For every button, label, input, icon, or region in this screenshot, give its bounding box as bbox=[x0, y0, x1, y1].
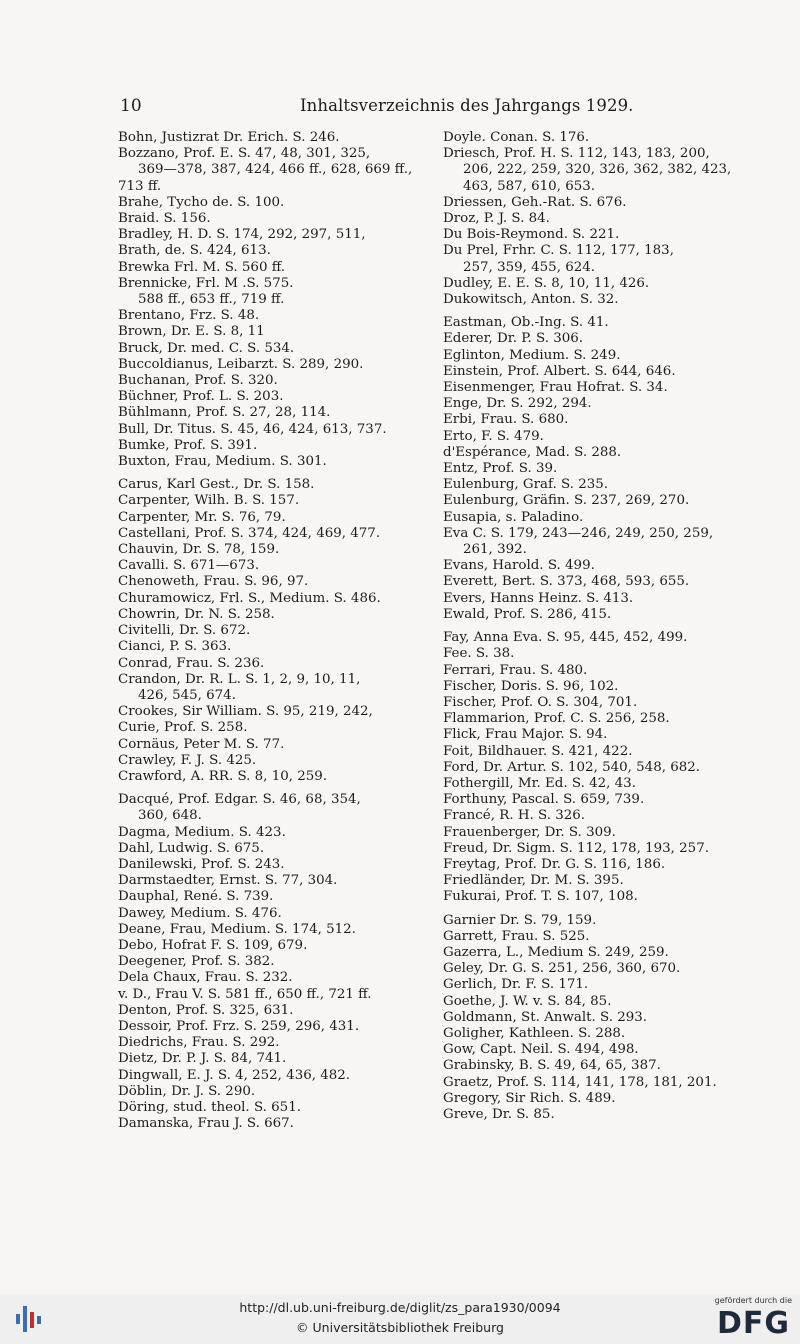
index-entry-text: d'Espérance, Mad. S. 288. bbox=[443, 444, 622, 460]
index-entry-text: Curie, Prof. S. 258. bbox=[118, 720, 248, 736]
index-entry-text: Friedländer, Dr. M. S. 395. bbox=[443, 873, 624, 889]
index-entry-text: Everett, Bert. S. 373, 468, 593, 655. bbox=[443, 574, 690, 590]
index-entry bbox=[118, 704, 430, 720]
dfg-caption: gefördert durch die bbox=[714, 1296, 792, 1305]
index-entry-text: Döring, stud. theol. S. 651. bbox=[118, 1099, 301, 1115]
index-entry bbox=[443, 558, 748, 574]
index-entry-text: Doyle. Conan. S. 176. bbox=[443, 130, 590, 145]
index-entry bbox=[443, 1042, 748, 1058]
index-entry-text: Carus, Karl Gest., Dr. S. 158. bbox=[118, 477, 315, 493]
index-entry-text: Goethe, J. W. v. S. 84, 85. bbox=[443, 993, 612, 1009]
index-entry bbox=[118, 260, 430, 276]
copyright-notice: © Universitätsbibliothek Freiburg bbox=[296, 1320, 504, 1335]
index-entry-text: 463, 587, 610, 653. bbox=[463, 178, 596, 194]
index-entry bbox=[118, 454, 430, 470]
index-entry bbox=[118, 324, 430, 340]
index-entry-continuation: 360, 648. bbox=[138, 808, 202, 824]
index-entry bbox=[443, 477, 748, 493]
index-entry bbox=[443, 526, 748, 558]
index-entry bbox=[118, 542, 430, 558]
index-entry bbox=[118, 389, 430, 405]
index-entry bbox=[443, 663, 748, 679]
index-entry-continuation: 369—378, 387, 424, 466 ff., 628, 669 ff., bbox=[138, 162, 413, 178]
index-entry bbox=[443, 396, 748, 412]
index-entry bbox=[443, 945, 748, 961]
index-entry bbox=[443, 412, 748, 428]
index-entry-text: Brennicke, Frl. M .S. 575. bbox=[118, 275, 294, 291]
index-entry bbox=[443, 630, 748, 646]
index-entry-text: Grabinsky, B. S. 49, 64, 65, 387. bbox=[443, 1058, 661, 1074]
index-entry bbox=[443, 727, 748, 743]
index-entry-text: Crawford, A. RR. S. 8, 10, 259. bbox=[118, 768, 328, 784]
index-entry-text: Dauphal, René. S. 739. bbox=[118, 889, 274, 905]
index-entry-text: Erbi, Frau. S. 680. bbox=[443, 412, 569, 428]
index-entry-text: Freud, Dr. Sigm. S. 112, 178, 193, 257. bbox=[443, 840, 709, 856]
section-gap bbox=[118, 470, 430, 477]
index-entry bbox=[443, 1091, 748, 1107]
index-column-right bbox=[443, 130, 748, 1123]
index-entry-text: Flick, Frau Major. S. 94. bbox=[443, 727, 608, 743]
index-entry bbox=[443, 292, 748, 308]
index-entry-text: Brewka Frl. M. S. 560 ff. bbox=[118, 259, 286, 275]
index-entry bbox=[118, 1051, 430, 1067]
index-entry-text: Du Prel, Frhr. C. S. 112, 177, 183, bbox=[443, 243, 674, 259]
index-entry bbox=[118, 737, 430, 753]
index-entry bbox=[443, 445, 748, 461]
index-entry bbox=[443, 929, 748, 945]
index-entry bbox=[118, 477, 430, 493]
index-entry bbox=[118, 146, 430, 178]
index-entry-text: Francé, R. H. S. 326. bbox=[443, 808, 586, 824]
index-entry bbox=[118, 1019, 430, 1035]
index-entry bbox=[443, 1010, 748, 1026]
index-entry bbox=[443, 364, 748, 380]
index-entry bbox=[118, 405, 430, 421]
index-entry bbox=[443, 1107, 748, 1123]
index-entry-text: Dela Chaux, Frau. S. 232. bbox=[118, 970, 293, 986]
index-entry bbox=[118, 227, 430, 243]
index-entry bbox=[118, 1084, 430, 1100]
index-entry-text: Eastman, Ob.-Ing. S. 41. bbox=[443, 315, 609, 331]
index-entry bbox=[118, 720, 430, 736]
index-entry bbox=[443, 348, 748, 364]
index-entry bbox=[118, 792, 430, 824]
index-entry-text: Dingwall, E. J. S. 4, 252, 436, 482. bbox=[118, 1067, 351, 1083]
index-entry-text: Forthuny, Pascal. S. 659, 739. bbox=[443, 792, 645, 808]
index-entry bbox=[118, 922, 430, 938]
index-entry-text: Dahl, Ludwig. S. 675. bbox=[118, 840, 265, 856]
index-entry-text: Eglinton, Medium. S. 249. bbox=[443, 347, 621, 363]
index-entry bbox=[118, 243, 430, 259]
index-entry-text: Eva C. S. 179, 243—246, 249, 250, 259, bbox=[443, 525, 714, 541]
index-entry-text: Driessen, Geh.-Rat. S. 676. bbox=[443, 194, 627, 210]
index-entry-text: Deegener, Prof. S. 382. bbox=[118, 954, 275, 970]
index-column-left bbox=[118, 130, 430, 1132]
index-entry bbox=[118, 607, 430, 623]
index-entry-text: Denton, Prof. S. 325, 631. bbox=[118, 1002, 294, 1018]
index-entry-text: Dessoir, Prof. Frz. S. 259, 296, 431. bbox=[118, 1018, 360, 1034]
index-entry-text: Buchanan, Prof. S. 320. bbox=[118, 373, 278, 389]
index-entry bbox=[118, 591, 430, 607]
index-entry bbox=[443, 889, 748, 905]
index-entry bbox=[118, 906, 430, 922]
index-entry bbox=[118, 672, 430, 704]
index-entry-text: Eusapia, s. Paladino. bbox=[443, 509, 584, 525]
index-entry-text: Ford, Dr. Artur. S. 102, 540, 548, 682. bbox=[443, 759, 701, 775]
index-entry-text: Braid. S. 156. bbox=[118, 211, 211, 227]
index-entry bbox=[443, 857, 748, 873]
index-entry-text: Dukowitsch, Anton. S. 32. bbox=[443, 292, 619, 308]
index-entry bbox=[118, 574, 430, 590]
index-entry-text: Carpenter, Mr. S. 76, 79. bbox=[118, 509, 286, 525]
index-entry bbox=[443, 977, 748, 993]
index-entry-text: Churamowicz, Frl. S., Medium. S. 486. bbox=[118, 590, 381, 606]
index-entry bbox=[443, 792, 748, 808]
index-entry bbox=[443, 776, 748, 792]
index-entry-text: Bruck, Dr. med. C. S. 534. bbox=[118, 340, 295, 356]
index-entry-text: Dagma, Medium. S. 423. bbox=[118, 824, 286, 840]
footer-bar bbox=[0, 1294, 800, 1344]
index-entry-text: Brown, Dr. E. S. 8, 11 bbox=[118, 324, 265, 340]
index-entry bbox=[118, 493, 430, 509]
index-entry-text: Chauvin, Dr. S. 78, 159. bbox=[118, 542, 280, 558]
index-entry-text: Droz, P. J. S. 84. bbox=[443, 211, 550, 227]
index-entry-text: Debo, Hofrat F. S. 109, 679. bbox=[118, 937, 308, 953]
index-entry-continuation: 257, 359, 455, 624. bbox=[463, 259, 596, 275]
index-entry-text: Dawey, Medium. S. 476. bbox=[118, 905, 282, 921]
index-entry-continuation: 206, 222, 259, 320, 326, 362, 382, 423, bbox=[463, 162, 732, 178]
index-entry bbox=[118, 558, 430, 574]
index-entry-text: Geley, Dr. G. S. 251, 256, 360, 670. bbox=[443, 961, 681, 977]
page-number: 10 bbox=[120, 96, 142, 116]
index-entry-text: Chowrin, Dr. N. S. 258. bbox=[118, 606, 275, 622]
index-entry bbox=[443, 429, 748, 445]
index-entry-text: Fothergill, Mr. Ed. S. 42, 43. bbox=[443, 775, 636, 791]
index-entry bbox=[118, 130, 430, 146]
index-entry-text: Crookes, Sir William. S. 95, 219, 242, bbox=[118, 704, 373, 720]
index-entry bbox=[443, 711, 748, 727]
index-entry-text: Chenoweth, Frau. S. 96, 97. bbox=[118, 574, 309, 590]
index-entry-continuation: 588 ff., 653 ff., 719 ff. bbox=[138, 292, 285, 308]
index-entry bbox=[443, 211, 748, 227]
index-entry-text: Bumke, Prof. S. 391. bbox=[118, 437, 258, 453]
index-entry-text: Danilewski, Prof. S. 243. bbox=[118, 856, 285, 872]
index-entry bbox=[443, 227, 748, 243]
index-entry bbox=[118, 987, 430, 1003]
index-entry bbox=[443, 510, 748, 526]
index-entry-text: Buccoldianus, Leibarzt. S. 289, 290. bbox=[118, 356, 364, 372]
index-entry-text: Frauenberger, Dr. S. 309. bbox=[443, 824, 616, 840]
index-entry-text: Ferrari, Frau. S. 480. bbox=[443, 662, 588, 678]
index-entry bbox=[443, 744, 748, 760]
index-entry bbox=[443, 276, 748, 292]
index-entry-text: Fischer, Prof. O. S. 304, 701. bbox=[443, 694, 638, 710]
index-entry-text: Bradley, H. D. S. 174, 292, 297, 511, bbox=[118, 227, 366, 243]
index-entry-text: Fay, Anna Eva. S. 95, 445, 452, 499. bbox=[443, 630, 688, 646]
index-entry bbox=[118, 373, 430, 389]
index-entry bbox=[118, 211, 430, 227]
index-entry bbox=[118, 954, 430, 970]
index-entry bbox=[118, 308, 430, 324]
index-entry-text: Crandon, Dr. R. L. S. 1, 2, 9, 10, 11, bbox=[118, 671, 361, 687]
index-entry bbox=[443, 825, 748, 841]
index-entry-text: Ewald, Prof. S. 286, 415. bbox=[443, 606, 612, 622]
index-entry bbox=[118, 623, 430, 639]
index-entry-text: Buxton, Frau, Medium. S. 301. bbox=[118, 454, 327, 470]
index-entry-text: Evers, Hanns Heinz. S. 413. bbox=[443, 590, 634, 606]
index-entry-text: Freytag, Prof. Dr. G. S. 116, 186. bbox=[443, 856, 666, 872]
index-entry-continuation: 261, 392. bbox=[463, 542, 527, 558]
index-entry bbox=[118, 1116, 430, 1132]
index-entry-text: Brentano, Frz. S. 48. bbox=[118, 308, 260, 324]
index-entry-text: Damanska, Frau J. S. 667. bbox=[118, 1116, 294, 1132]
index-entry-text: Diedrichs, Frau. S. 292. bbox=[118, 1035, 280, 1051]
index-entry bbox=[118, 1003, 430, 1019]
index-entry bbox=[443, 591, 748, 607]
index-entry bbox=[118, 1035, 430, 1051]
index-entry bbox=[118, 857, 430, 873]
index-entry-text: Driesch, Prof. H. S. 112, 143, 183, 200, bbox=[443, 146, 710, 162]
index-entry bbox=[443, 1026, 748, 1042]
index-entry bbox=[443, 646, 748, 662]
index-entry-text: Dacqué, Prof. Edgar. S. 46, 68, 354, bbox=[118, 792, 361, 808]
index-entry bbox=[118, 357, 430, 373]
index-entry-text: Garnier Dr. S. 79, 159. bbox=[443, 912, 597, 928]
dfg-logo: DFG bbox=[716, 1306, 790, 1341]
index-entry-text: Evans, Harold. S. 499. bbox=[443, 558, 595, 574]
source-url-link[interactable]: http://dl.ub.uni-freiburg.de/diglit/zs_para1930/0094 bbox=[239, 1300, 561, 1315]
index-entry-text: Enge, Dr. S. 292, 294. bbox=[443, 396, 592, 412]
index-entry bbox=[118, 873, 430, 889]
index-entry-text: Döblin, Dr. J. S. 290. bbox=[118, 1083, 256, 1099]
index-entry bbox=[118, 526, 430, 542]
index-entry-text: v. D., Frau V. S. 581 ff., 650 ff., 721 ff. bbox=[118, 986, 372, 1002]
index-entry bbox=[118, 889, 430, 905]
index-entry-text: Gow, Capt. Neil. S. 494, 498. bbox=[443, 1042, 639, 1058]
index-entry bbox=[118, 753, 430, 769]
index-entry-text: Graetz, Prof. S. 114, 141, 178, 181, 201. bbox=[443, 1074, 717, 1090]
index-entry-text: Entz, Prof. S. 39. bbox=[443, 461, 558, 477]
index-entry bbox=[443, 760, 748, 776]
index-entry bbox=[443, 1075, 748, 1091]
index-entry-text: Fee. S. 38. bbox=[443, 646, 515, 662]
index-entry-text: Cavalli. S. 671—673. bbox=[118, 558, 260, 574]
index-entry bbox=[118, 841, 430, 857]
index-entry bbox=[118, 422, 430, 438]
index-entry bbox=[443, 146, 748, 178]
index-entry bbox=[443, 913, 748, 929]
index-entry-text: Cianci, P. S. 363. bbox=[118, 639, 232, 655]
index-entry bbox=[443, 461, 748, 477]
index-entry-text: Goldmann, St. Anwalt. S. 293. bbox=[443, 1009, 648, 1025]
index-entry-text: Brath, de. S. 424, 613. bbox=[118, 243, 271, 259]
index-entry bbox=[118, 510, 430, 526]
index-entry-text: Brahe, Tycho de. S. 100. bbox=[118, 194, 285, 210]
index-entry bbox=[118, 341, 430, 357]
index-entry bbox=[443, 695, 748, 711]
index-entry-text: Gregory, Sir Rich. S. 489. bbox=[443, 1090, 616, 1106]
running-title: Inhaltsverzeichnis des Jahrgangs 1929. bbox=[300, 96, 634, 115]
index-entry bbox=[118, 938, 430, 954]
index-entry-text: Garrett, Frau. S. 525. bbox=[443, 928, 590, 944]
index-entry-text: Castellani, Prof. S. 374, 424, 469, 477. bbox=[118, 525, 381, 541]
index-entry-text: Darmstaedter, Ernst. S. 77, 304. bbox=[118, 873, 338, 889]
index-entry-text: Fischer, Doris. S. 96, 102. bbox=[443, 678, 619, 694]
index-entry bbox=[443, 331, 748, 347]
index-entry bbox=[118, 195, 430, 211]
index-entry-text: Dudley, E. E. S. 8, 10, 11, 426. bbox=[443, 275, 650, 291]
index-entry bbox=[443, 315, 748, 331]
index-entry bbox=[443, 179, 748, 195]
index-entry bbox=[443, 243, 748, 275]
index-entry-text: Goligher, Kathleen. S. 288. bbox=[443, 1025, 626, 1041]
index-entry bbox=[118, 970, 430, 986]
index-entry bbox=[118, 179, 430, 195]
index-entry bbox=[443, 841, 748, 857]
index-entry bbox=[118, 769, 430, 785]
index-entry bbox=[443, 130, 748, 146]
index-entry-text: Bohn, Justizrat Dr. Erich. S. 246. bbox=[118, 130, 340, 145]
index-entry-text: Eisenmenger, Frau Hofrat. S. 34. bbox=[443, 380, 668, 396]
index-entry-continuation: 426, 545, 674. bbox=[138, 687, 236, 703]
index-entry-text: Flammarion, Prof. C. S. 256, 258. bbox=[443, 711, 670, 727]
section-gap bbox=[443, 906, 748, 913]
index-entry-text: Gerlich, Dr. F. S. 171. bbox=[443, 977, 589, 993]
index-entry-text: Fukurai, Prof. T. S. 107, 108. bbox=[443, 889, 638, 905]
index-entry bbox=[443, 195, 748, 211]
index-entry bbox=[118, 639, 430, 655]
index-entry bbox=[118, 1100, 430, 1116]
index-entry-text: Crawley, F. J. S. 425. bbox=[118, 752, 257, 768]
index-entry bbox=[443, 994, 748, 1010]
index-entry-text: Bühlmann, Prof. S. 27, 28, 114. bbox=[118, 405, 331, 421]
index-entry bbox=[443, 679, 748, 695]
index-entry bbox=[443, 607, 748, 623]
index-entry-text: Eulenburg, Gräfin. S. 237, 269, 270. bbox=[443, 493, 690, 509]
index-entry bbox=[118, 438, 430, 454]
index-entry-text: Foit, Bildhauer. S. 421, 422. bbox=[443, 743, 633, 759]
index-entry-text: Greve, Dr. S. 85. bbox=[443, 1106, 555, 1122]
index-entry-text: Büchner, Prof. L. S. 203. bbox=[118, 389, 284, 405]
index-entry-text: Einstein, Prof. Albert. S. 644, 646. bbox=[443, 363, 676, 379]
index-entry-text: Dietz, Dr. P. J. S. 84, 741. bbox=[118, 1051, 287, 1067]
index-entry bbox=[443, 493, 748, 509]
index-entry-text: Bull, Dr. Titus. S. 45, 46, 424, 613, 737. bbox=[118, 421, 387, 437]
index-entry bbox=[443, 873, 748, 889]
index-entry-text: Deane, Frau, Medium. S. 174, 512. bbox=[118, 921, 356, 937]
index-entry bbox=[118, 1068, 430, 1084]
index-entry-text: 713 ff. bbox=[118, 178, 162, 194]
index-entry bbox=[118, 825, 430, 841]
index-entry-text: Civitelli, Dr. S. 672. bbox=[118, 623, 251, 639]
index-entry-text: Cornäus, Peter M. S. 77. bbox=[118, 736, 285, 752]
index-entry-text: Gazerra, L., Medium S. 249, 259. bbox=[443, 944, 669, 960]
index-entry-text: Erto, F. S. 479. bbox=[443, 428, 544, 444]
index-entry bbox=[443, 380, 748, 396]
index-entry bbox=[443, 1058, 748, 1074]
index-entry-text: Ederer, Dr. P. S. 306. bbox=[443, 331, 584, 347]
index-entry bbox=[443, 961, 748, 977]
section-gap bbox=[443, 623, 748, 630]
index-entry-text: Conrad, Frau. S. 236. bbox=[118, 655, 265, 671]
index-entry-text: Bozzano, Prof. E. S. 47, 48, 301, 325, bbox=[118, 146, 371, 162]
index-entry bbox=[118, 656, 430, 672]
index-entry bbox=[118, 276, 430, 308]
section-gap bbox=[118, 785, 430, 792]
index-entry-text: Eulenburg, Graf. S. 235. bbox=[443, 477, 609, 493]
index-entry bbox=[443, 808, 748, 824]
index-entry-text: Du Bois-Reymond. S. 221. bbox=[443, 227, 620, 243]
section-gap bbox=[443, 308, 748, 315]
index-entry bbox=[443, 574, 748, 590]
index-entry-text: Carpenter, Wilh. B. S. 157. bbox=[118, 493, 300, 509]
